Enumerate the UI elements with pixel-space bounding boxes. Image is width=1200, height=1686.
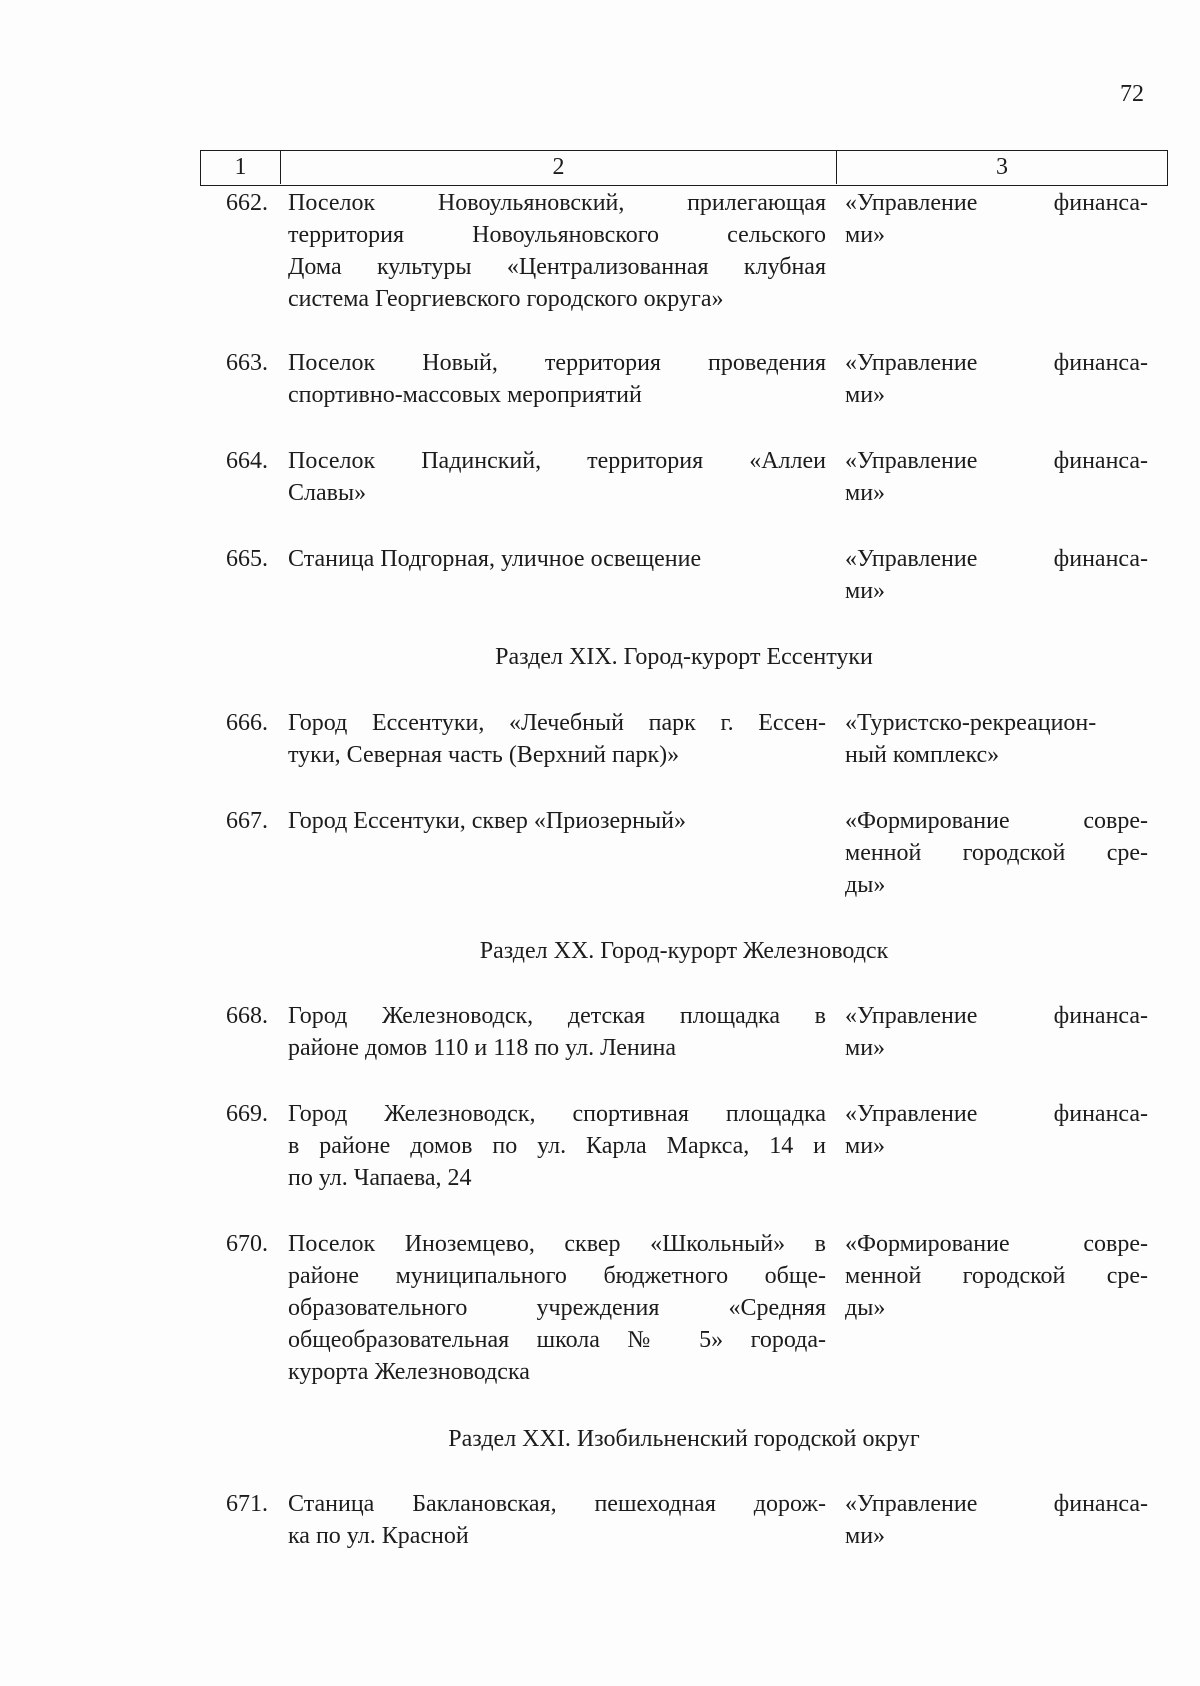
row-program-line: «Управление финанса- bbox=[845, 1101, 1148, 1127]
row-program-line: ми» bbox=[845, 1133, 886, 1159]
row-program-line: менной городской сре- bbox=[845, 1263, 1148, 1289]
table-header-cell-2: 2 bbox=[281, 151, 837, 184]
row-description-line: Поселок Новоульяновский, прилегающая bbox=[288, 190, 826, 216]
row-description-line: образовательного учреждения «Средняя bbox=[288, 1295, 826, 1321]
row-description-line: Славы» bbox=[288, 480, 367, 506]
section-heading: Раздел XIX. Город-курорт Ессентуки bbox=[495, 644, 873, 670]
row-number: 666. bbox=[226, 710, 268, 736]
row-description-line: Город Ессентуки, «Лечебный парк г. Ессен- bbox=[288, 710, 826, 736]
row-description-line: ка по ул. Красной bbox=[288, 1523, 469, 1549]
table-header-cell-3: 3 bbox=[996, 154, 1008, 180]
row-program-line: ды» bbox=[845, 872, 886, 898]
row-description-line: курорта Железноводска bbox=[288, 1359, 530, 1385]
row-description-line: система Георгиевского городского округа» bbox=[288, 286, 724, 312]
row-description-line: Поселок Новый, территория проведения bbox=[288, 350, 826, 376]
row-program-line: ми» bbox=[845, 480, 886, 506]
row-program-line: «Управление финанса- bbox=[845, 546, 1148, 572]
row-number: 670. bbox=[226, 1231, 268, 1257]
table-header-cell-1: 1 bbox=[201, 151, 281, 184]
row-program-line: ми» bbox=[845, 1035, 886, 1061]
row-description-line: Дома культуры «Централизованная клубная bbox=[288, 254, 826, 280]
row-description-line: Город Ессентуки, сквер «Приозерный» bbox=[288, 808, 686, 834]
row-program-line: ми» bbox=[845, 222, 886, 248]
row-program-line: «Управление финанса- bbox=[845, 350, 1148, 376]
row-number: 663. bbox=[226, 350, 268, 376]
row-description-line: по ул. Чапаева, 24 bbox=[288, 1165, 472, 1191]
row-number: 665. bbox=[226, 546, 268, 572]
row-description-line: Станица Подгорная, уличное освещение bbox=[288, 546, 702, 572]
row-program-line: «Управление финанса- bbox=[845, 190, 1148, 216]
section-heading: Раздел XX. Город-курорт Железноводск bbox=[479, 938, 889, 964]
row-description-line: Город Железноводск, детская площадка в bbox=[288, 1003, 826, 1029]
row-description-line: районе муниципального бюджетного обще- bbox=[288, 1263, 826, 1289]
section-heading: Раздел XXI. Изобильненский городской округ bbox=[448, 1426, 920, 1452]
row-number: 671. bbox=[226, 1491, 268, 1517]
row-program-line: ми» bbox=[845, 1523, 886, 1549]
row-description-line: туки, Северная часть (Верхний парк)» bbox=[288, 742, 680, 768]
row-number: 664. bbox=[226, 448, 268, 474]
page-number: 72 bbox=[1120, 81, 1144, 107]
row-description-line: Город Железноводск, спортивная площадка bbox=[288, 1101, 826, 1127]
row-program-line: ми» bbox=[845, 578, 886, 604]
row-description-line: Поселок Падинский, территория «Аллеи bbox=[288, 448, 826, 474]
row-program-line: ный комплекс» bbox=[845, 742, 1000, 768]
row-program-line: «Управление финанса- bbox=[845, 448, 1148, 474]
row-program-line: «Управление финанса- bbox=[845, 1491, 1148, 1517]
row-number: 668. bbox=[226, 1003, 268, 1029]
row-description-line: территория Новоульяновского сельского bbox=[288, 222, 826, 248]
row-program-line: «Управление финанса- bbox=[845, 1003, 1148, 1029]
row-description-line: спортивно-массовых мероприятий bbox=[288, 382, 642, 408]
row-program-line: «Формирование совре- bbox=[845, 1231, 1148, 1257]
row-description-line: Поселок Иноземцево, сквер «Школьный» в bbox=[288, 1231, 826, 1257]
row-program-line: ды» bbox=[845, 1295, 886, 1321]
row-program-line: менной городской сре- bbox=[845, 840, 1148, 866]
row-description-line: в районе домов по ул. Карла Маркса, 14 и bbox=[288, 1133, 826, 1159]
row-description-line: районе домов 110 и 118 по ул. Ленина bbox=[288, 1035, 677, 1061]
row-program-line: «Туристско-рекреацион- bbox=[845, 710, 1097, 736]
row-program-line: «Формирование совре- bbox=[845, 808, 1148, 834]
row-number: 667. bbox=[226, 808, 268, 834]
row-number: 669. bbox=[226, 1101, 268, 1127]
row-program-line: ми» bbox=[845, 382, 886, 408]
row-description-line: общеобразовательная школа № 5» города- bbox=[288, 1327, 826, 1353]
row-description-line: Станица Баклановская, пешеходная дорож- bbox=[288, 1491, 826, 1517]
table-header-row bbox=[200, 150, 1168, 186]
row-number: 662. bbox=[226, 190, 268, 216]
